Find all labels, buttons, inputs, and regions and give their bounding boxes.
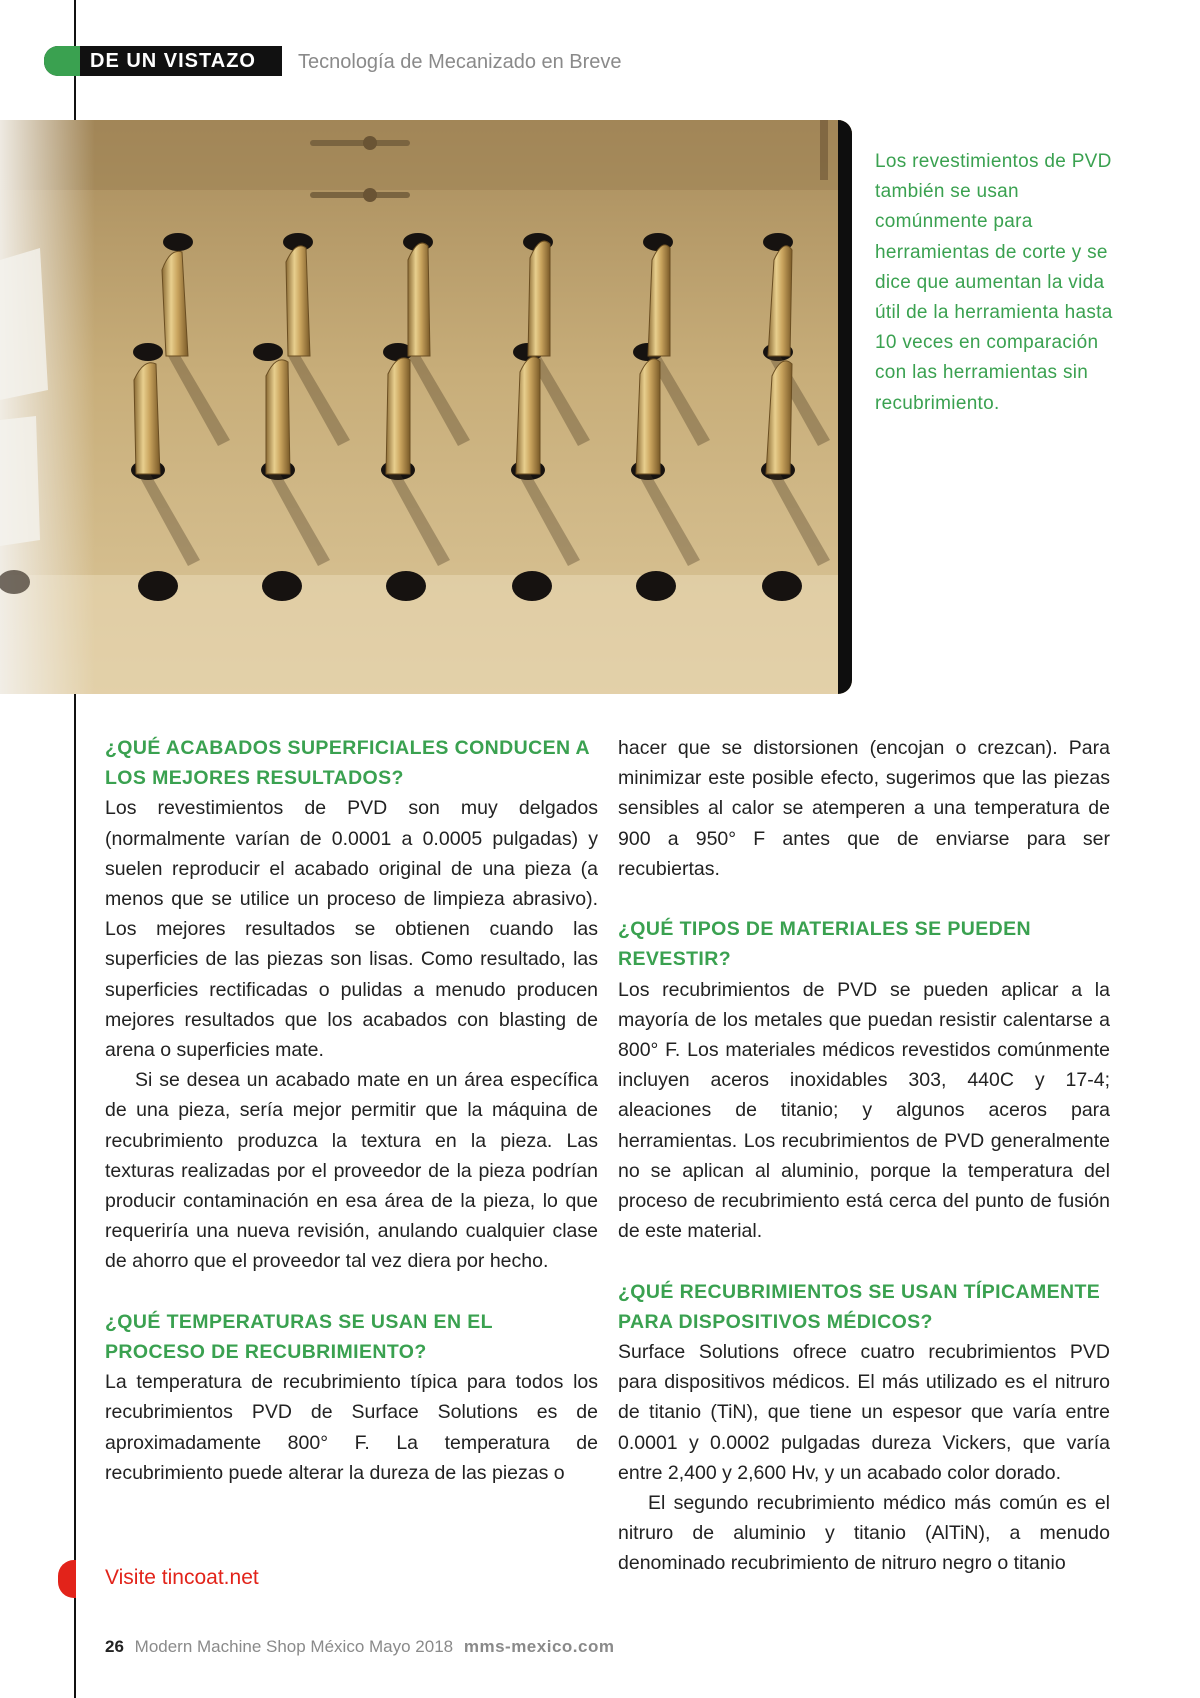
heading-materials: ¿QUÉ TIPOS DE MATERIALES SE PUEDEN REVESTIR? xyxy=(618,918,1032,971)
section-subtitle: Tecnología de Mecanizado en Breve xyxy=(298,51,622,73)
coated-tools-illustration xyxy=(0,120,852,694)
publication-name: Modern Machine Shop México Mayo 2018 xyxy=(134,1637,454,1656)
coated-tools-photo xyxy=(0,120,852,694)
section-label: DE UN VISTAZO xyxy=(90,50,256,72)
section-tab xyxy=(44,46,282,76)
heading-surface-finishes: ¿QUÉ ACABADOS SUPERFICIALES CONDUCEN A LOS MEJORES RESULTADOS? xyxy=(105,737,590,790)
visit-marker xyxy=(58,1560,76,1598)
paragraph-temperatures: La temperatura de recubrimiento típica para todos los recubrimientos PVD de Surface Solutions es de aproximadamente 800° F. La temperatura de recubrimiento puede alterar la dureza de las piezas o xyxy=(105,1371,598,1484)
paragraph-materials: Los recubrimientos de PVD se pueden aplicar a la mayoría de los metales que puedan resistir calentarse a 800° F. Los materiales médicos revestidos comúnmente incluyen aceros inoxidables 303, 440C y 17-4; aleaciones de titanio; y algunos aceros para herramientas. Los recubrimientos de PVD generalmente no se aplican al aluminio, porque la temperatura del proceso de recubrimiento está cerca del punto de fusión de este material. xyxy=(618,978,1110,1243)
paragraph-altin-coating: El segundo recubrimiento médico más común es el nitruro de aluminio y titanio (AlTiN), a menudo denominado recubrimiento de nitruro negro o titanio xyxy=(618,1492,1110,1575)
photo-caption: Los revestimientos de PVD también se usan comúnmente para herramientas de corte y se dice que aumentan la vida útil de la herramienta hasta 10 veces en comparación con las herramientas sin recubrimiento. xyxy=(875,151,1113,414)
footer-website: mms-mexico.com xyxy=(463,1637,615,1656)
article-left-column xyxy=(105,733,598,1488)
page-footer xyxy=(105,1634,614,1660)
paragraph-tin-coating: Surface Solutions ofrece cuatro recubrimientos PVD para dispositivos médicos. El más utilizado es el nitruro de titanio (TiN), que tiene un espesor que varía entre 0.0001 y 0.0002 pulgadas dureza Vickers, que varía entre 2,400 y 2,600 Hv, y un acabado color dorado. xyxy=(618,1341,1110,1484)
section-tab-accent xyxy=(44,46,80,76)
visit-link[interactable]: Visite tincoat.net xyxy=(105,1566,259,1589)
paragraph-matte-finish: Si se desea un acabado mate en un área específica de una pieza, sería mejor permitir que la máquina de recubrimiento produzca la textura en la pieza. Las texturas realizadas por el proveedor de la pieza podrían producir contaminación en esa área de la pieza, lo que requeriría una nueva revisión, anulando cualquier clase de ahorro que el proveedor tal vez diera por hecho. xyxy=(105,1069,598,1273)
heading-medical-coatings: ¿QUÉ RECUBRIMIENTOS SE USAN TÍPICAMENTE PARA DISPOSITIVOS MÉDICOS? xyxy=(618,1280,1101,1333)
article-right-column xyxy=(618,733,1110,1579)
page-number: 26 xyxy=(105,1637,124,1656)
paragraph-distortion: hacer que se distorsionen (encojan o crezcan). Para minimizar este posible efecto, sugerimos que las piezas sensibles al calor se atemperen a una temperatura de 900 a 950° F antes que de enviarse para ser recubiertas. xyxy=(618,737,1110,880)
heading-temperatures: ¿QUÉ TEMPERATURAS SE USAN EN EL PROCESO DE RECUBRIMIENTO? xyxy=(105,1310,493,1364)
paragraph-surface-finishes: Los revestimientos de PVD son muy delgados (normalmente varían de 0.0001 a 0.0005 pulgadas) y suelen reproducir el acabado original de una pieza (a menos que se utilice un proceso de limpieza abrasivo). Los mejores resultados se obtienen cuando las superficies de las piezas son lisas. Como resultado, las superficies rectificadas o pulidas a menudo producen mejores resultados que los acabados con blasting de arena o superficies mate. xyxy=(105,797,598,1062)
